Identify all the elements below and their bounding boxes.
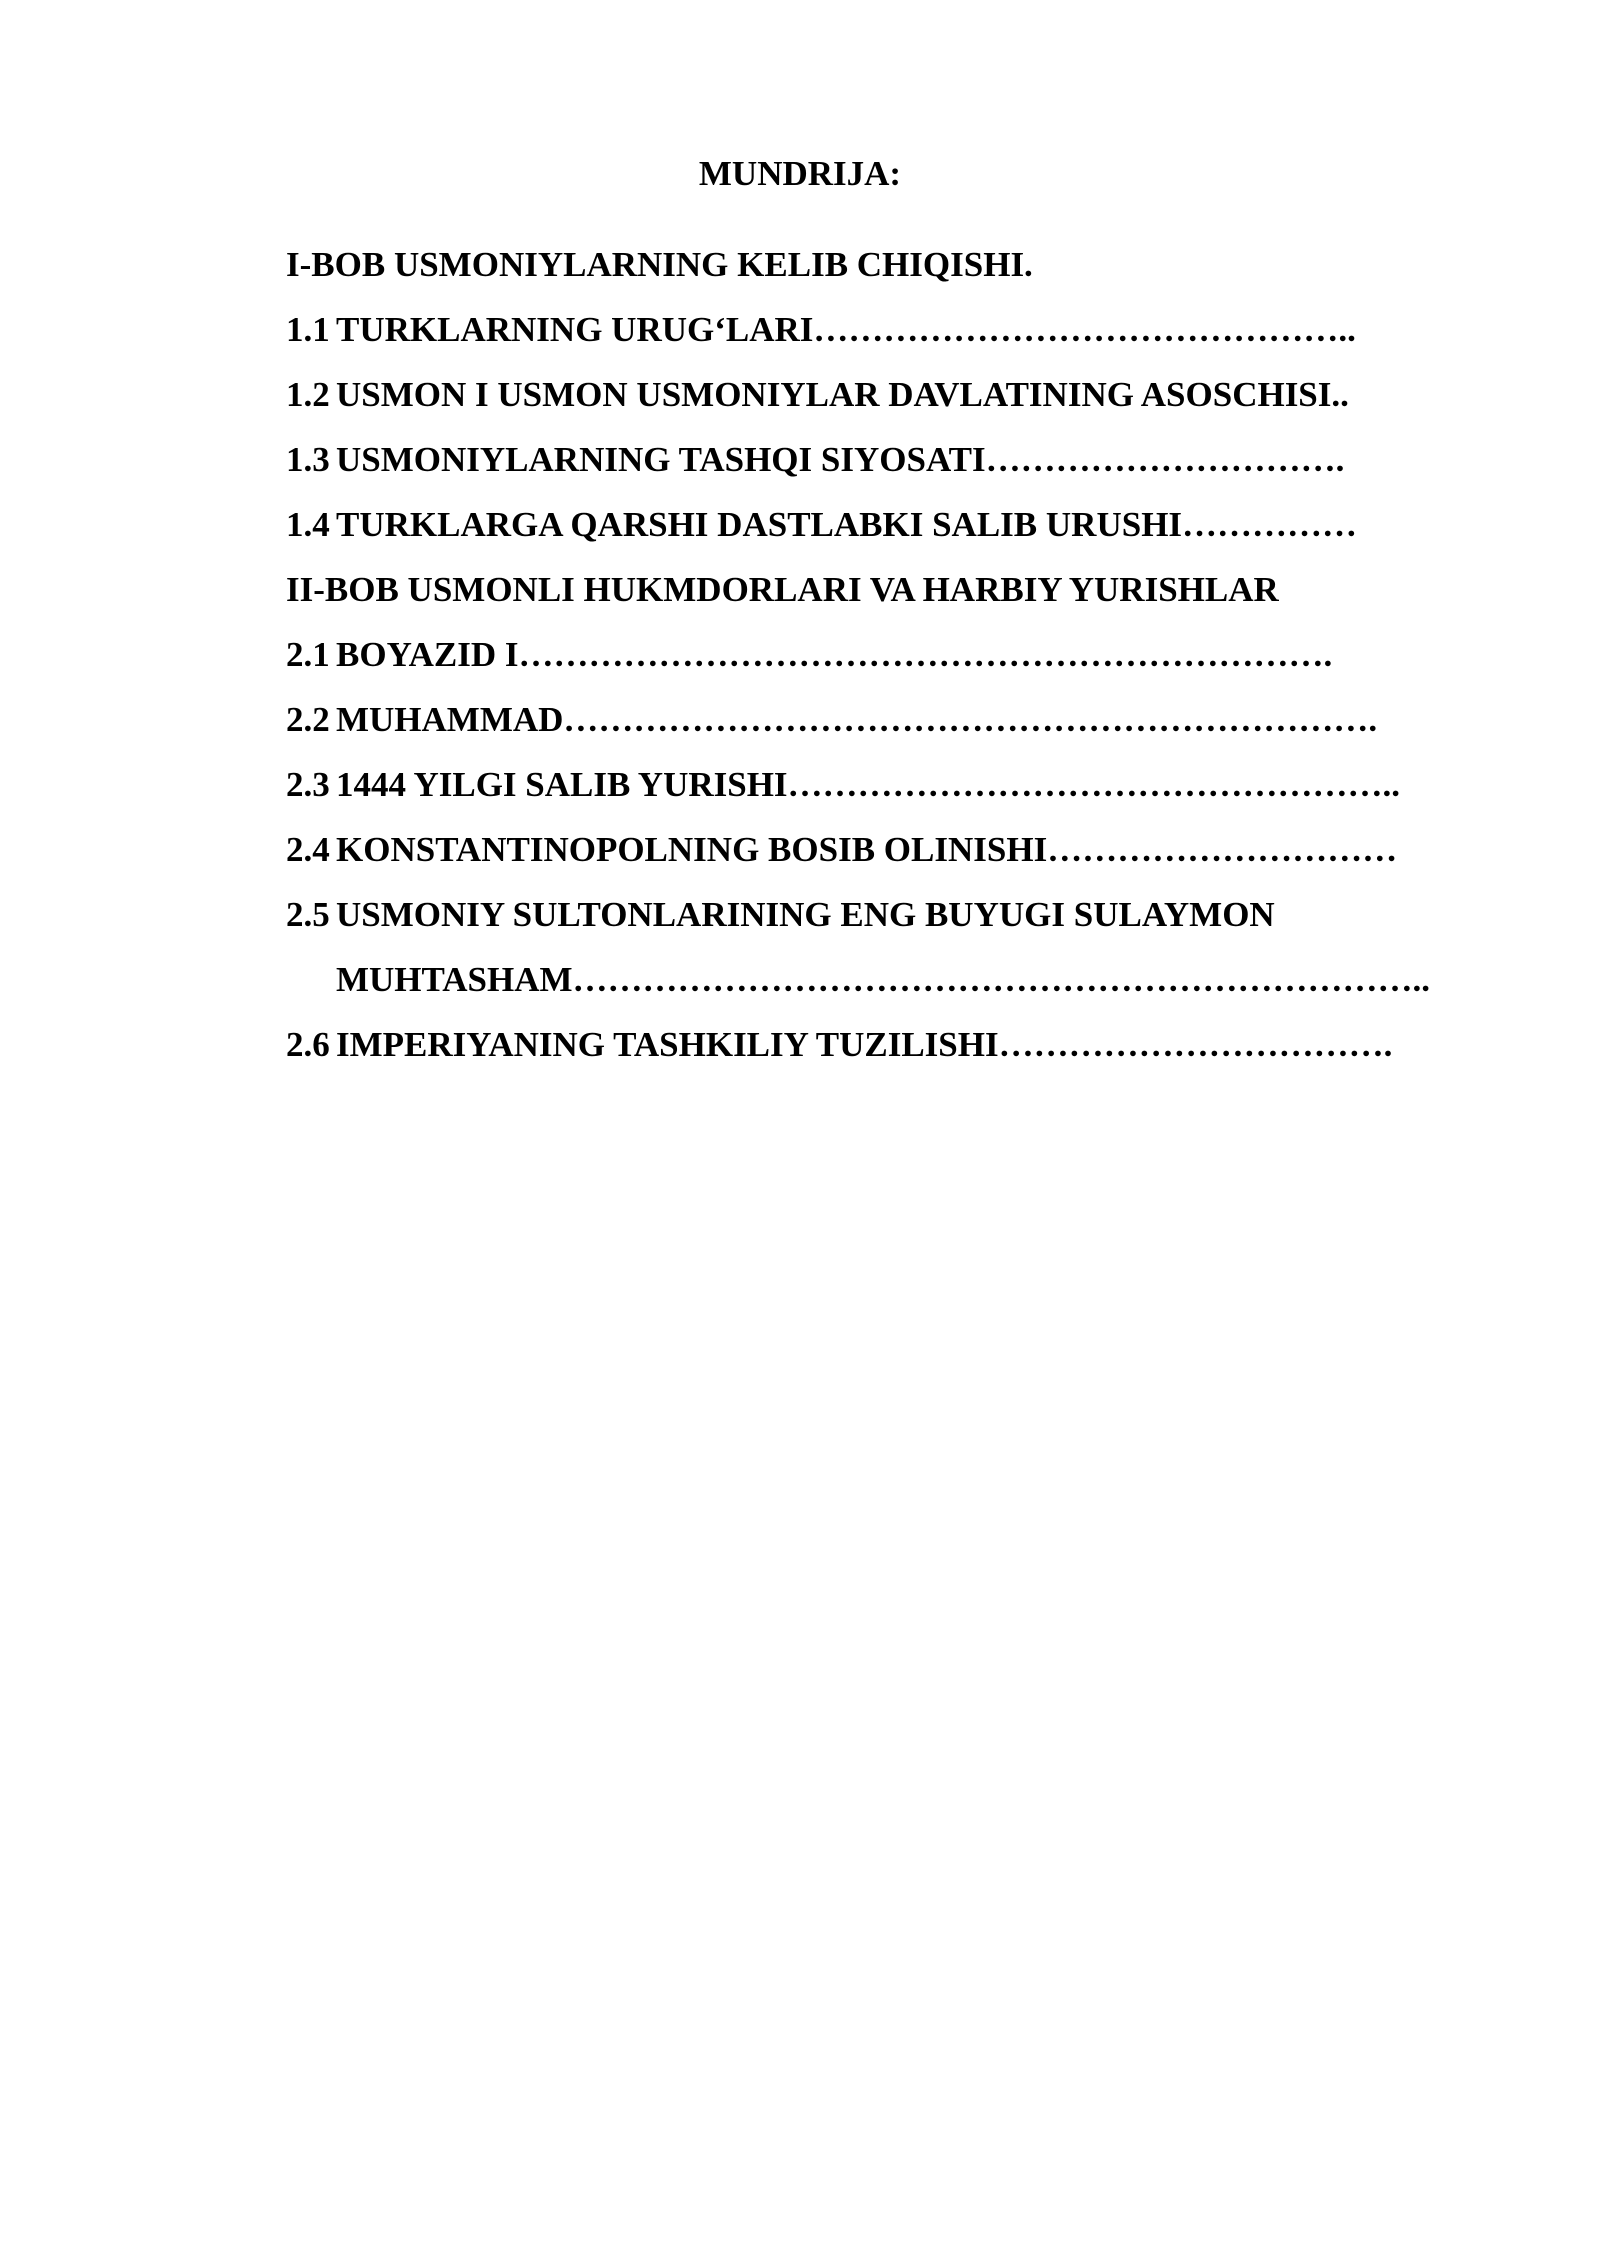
toc-entry-text: USMONIY SULTONLARINING ENG BUYUGI SULAYMON [336, 895, 1275, 934]
toc-entry-1-4 [286, 500, 1357, 550]
toc-chapter-1 [286, 240, 1033, 290]
toc-entry-2-5 [286, 890, 1275, 940]
toc-entry-2-6 [286, 1020, 1392, 1070]
toc-entry-text: BOYAZID I……………………………………………………………. [336, 635, 1333, 674]
toc-entry-text: I-BOB USMONIYLARNING KELIB CHIQISHI. [286, 245, 1033, 284]
page-title: MUNDRIJA: [698, 154, 902, 193]
toc-entry-text: USMONIYLARNING TASHQI SIYOSATI…………………………. [336, 440, 1345, 479]
toc-entry-text: II-BOB USMONLI HUKMDORLARI VA HARBIY YURISHLAR [286, 570, 1279, 609]
toc-entry-number: 2.6 [286, 1025, 330, 1064]
toc-entry-1-2 [286, 370, 1349, 420]
toc-entry-text: IMPERIYANING TASHKILIY TUZILISHI……………………………. [336, 1025, 1393, 1064]
toc-entry-number: 2.2 [286, 700, 330, 739]
toc-entry-1-1 [286, 305, 1356, 355]
toc-entry-2-1 [286, 630, 1332, 680]
toc-entry-text: MUHAMMAD……………………………………………………………. [336, 700, 1378, 739]
toc-entry-text: TURKLARGA QARSHI DASTLABKI SALIB URUSHI…………… [336, 505, 1358, 544]
toc-entry-number: 2.5 [286, 895, 330, 934]
toc-entry-text: MUHTASHAM……………………………………………………………….. [336, 960, 1431, 999]
toc-entry-number: 1.1 [286, 310, 330, 349]
toc-entry-1-3 [286, 435, 1344, 485]
toc-entry-2-3 [286, 760, 1400, 810]
toc-entry-number: 1.2 [286, 375, 330, 414]
toc-entry-number: 1.4 [286, 505, 330, 544]
toc-entry-text: USMON I USMON USMONIYLAR DAVLATINING ASOSCHISI.. [336, 375, 1349, 414]
toc-entry-text: KONSTANTINOPOLNING BOSIB OLINISHI………………………… [336, 830, 1398, 869]
toc-entry-text: TURKLARNING URUG‘LARI……………………………………….. [336, 310, 1356, 349]
toc-chapter-2 [286, 565, 1279, 615]
toc-entry-number: 2.1 [286, 635, 330, 674]
toc-entry-2-4 [286, 825, 1397, 875]
toc-entry-number: 2.3 [286, 765, 330, 804]
toc-entry-text: 1444 YILGI SALIB YURISHI…………………………………………….. [336, 765, 1401, 804]
toc-entry-number: 2.4 [286, 830, 330, 869]
toc-entry-2-5-continuation [336, 955, 1430, 1005]
toc-entry-number: 1.3 [286, 440, 330, 479]
toc-entry-2-2 [286, 695, 1377, 745]
